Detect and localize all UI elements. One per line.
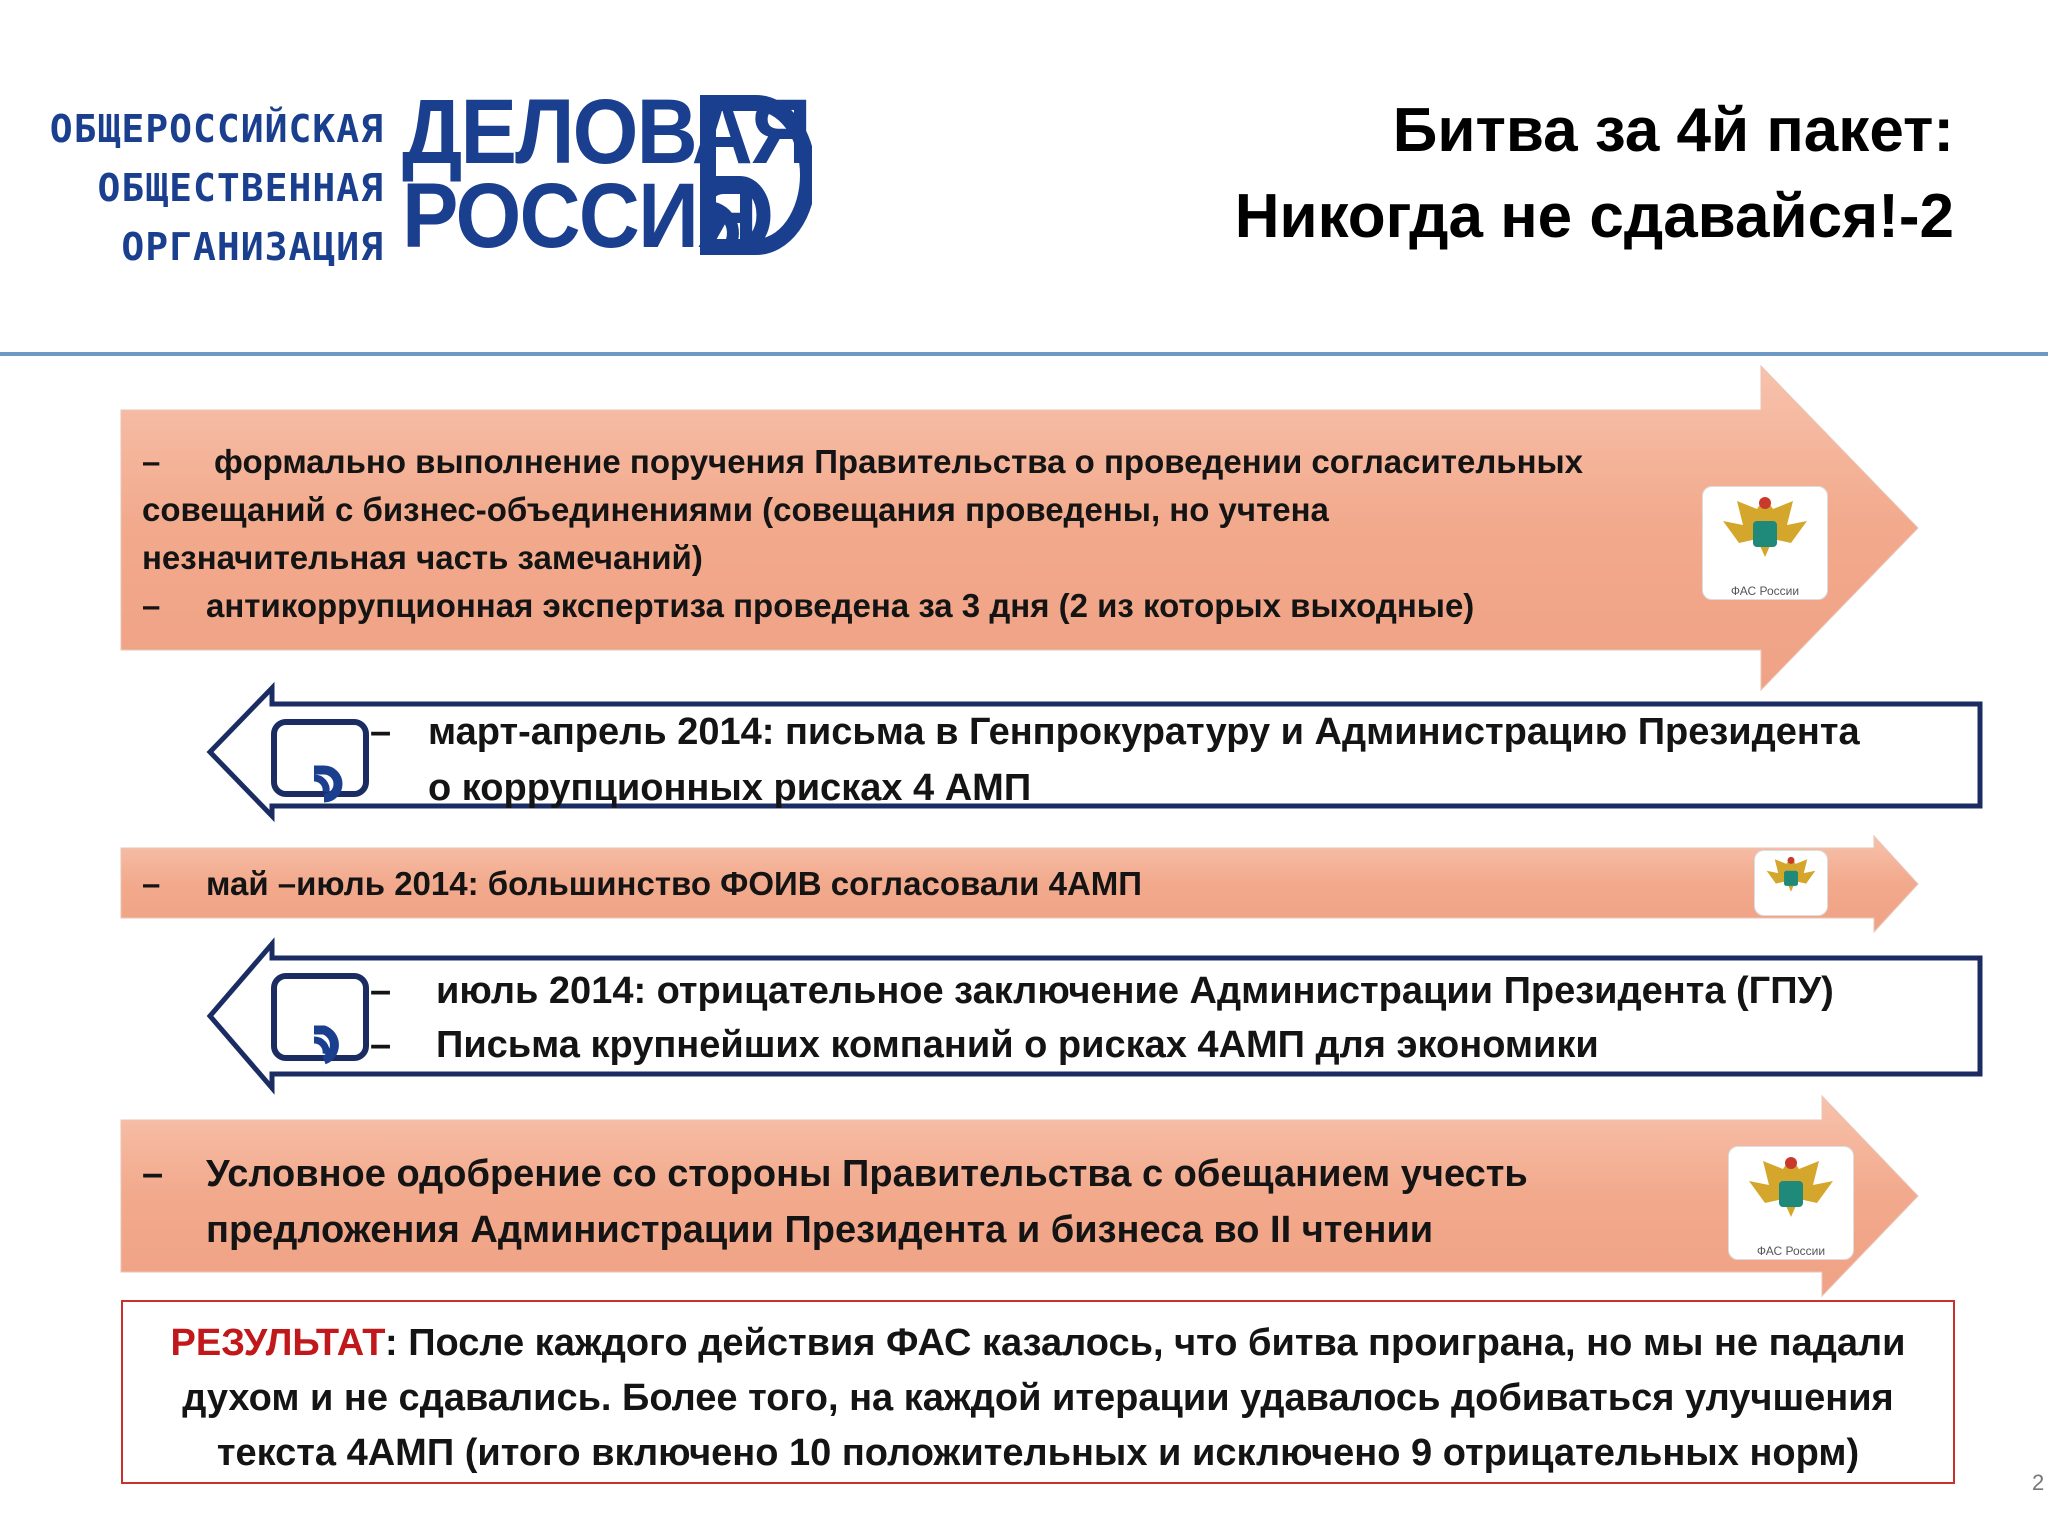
logo-name-line-1: ДЕЛОВАЯ xyxy=(402,81,810,183)
result-line-3: текста 4АМП (итого включено 10 положительных и исключено 9 отрицательных норм) xyxy=(216,1432,1860,1474)
fas-caption-3: ФАС России xyxy=(1756,1244,1826,1258)
dash: – xyxy=(142,443,161,480)
fas-emblem-2 xyxy=(1754,850,1828,916)
dash: – xyxy=(142,1153,164,1195)
dash: – xyxy=(370,1024,392,1066)
dash: – xyxy=(370,711,392,753)
eagle-emblem-icon xyxy=(1755,851,1827,915)
logo-line-3: ОРГАНИЗАЦИЯ xyxy=(121,225,384,269)
result-text xyxy=(123,1302,1953,1481)
block-1-line-3: незначительная часть замечаний) xyxy=(142,539,703,576)
block-4-line-1: июль 2014: отрицательное заключение Администрации Президента (ГПУ) xyxy=(436,970,1834,1012)
dash: – xyxy=(142,587,161,624)
page-number: 2 xyxy=(2032,1470,2045,1495)
block-5-text xyxy=(142,1146,1528,1258)
block-4-line-2: Письма крупнейших компаний о рисках 4АМП для экономики xyxy=(436,1024,1599,1066)
fas-caption-1: ФАС России xyxy=(1730,584,1800,598)
logo-line-1: ОБЩЕРОССИЙСКАЯ xyxy=(49,107,384,151)
logo-name-line-2: РОССИЯ xyxy=(402,165,757,267)
title-line-1: Битва за 4й пакет: xyxy=(1392,96,1954,165)
block-1-text xyxy=(142,438,1583,630)
eagle-emblem-icon xyxy=(1729,1147,1853,1239)
block-3-line-1: май –июль 2014: большинство ФОИВ согласовали 4АМП xyxy=(206,865,1142,902)
result-line-1: : После каждого действия ФАС казалось, что битва проиграна, но мы не падали xyxy=(384,1322,1906,1364)
block-5-line-2: предложения Администрации Президента и бизнеса во II чтении xyxy=(206,1209,1434,1251)
block-2-line-1: март-апрель 2014: письма в Генпрокуратуру и Администрацию Президента xyxy=(428,711,1860,753)
block-1-line-2: совещаний с бизнес-объединениями (совещания проведены, но учтена xyxy=(142,491,1329,528)
block-5-line-1: Условное одобрение со стороны Правительства с обещанием учесть xyxy=(206,1153,1528,1195)
fas-emblem-1 xyxy=(1702,486,1828,600)
result-line-2: духом и не сдавались. Более того, на каждой итерации удавалось добиваться улучшения xyxy=(182,1377,1894,1419)
block-1-line-4: антикоррупционная экспертиза проведена за 3 дня (2 из которых выходные) xyxy=(206,587,1475,624)
dr-icon-2 xyxy=(274,976,366,1060)
block-3-text xyxy=(142,862,1142,906)
dash: – xyxy=(142,865,161,902)
result-label: РЕЗУЛЬТАТ xyxy=(170,1322,385,1364)
eagle-emblem-icon xyxy=(1703,487,1827,579)
fas-emblem-3 xyxy=(1728,1146,1854,1260)
block-1-line-1: формально выполнение поручения Правительства о проведении согласительных xyxy=(214,443,1584,480)
block-4-text xyxy=(370,964,1834,1072)
block-2-text xyxy=(370,704,1860,816)
logo-line-2: ОБЩЕСТВЕННАЯ xyxy=(97,166,384,210)
dash: – xyxy=(370,970,392,1012)
result-box xyxy=(121,1300,1955,1484)
block-2-line-2: о коррупционных рисках 4 АМП xyxy=(428,767,1032,809)
title-line-2: Никогда не сдавайся!-2 xyxy=(1234,182,1954,251)
dr-icon-1 xyxy=(274,722,366,798)
